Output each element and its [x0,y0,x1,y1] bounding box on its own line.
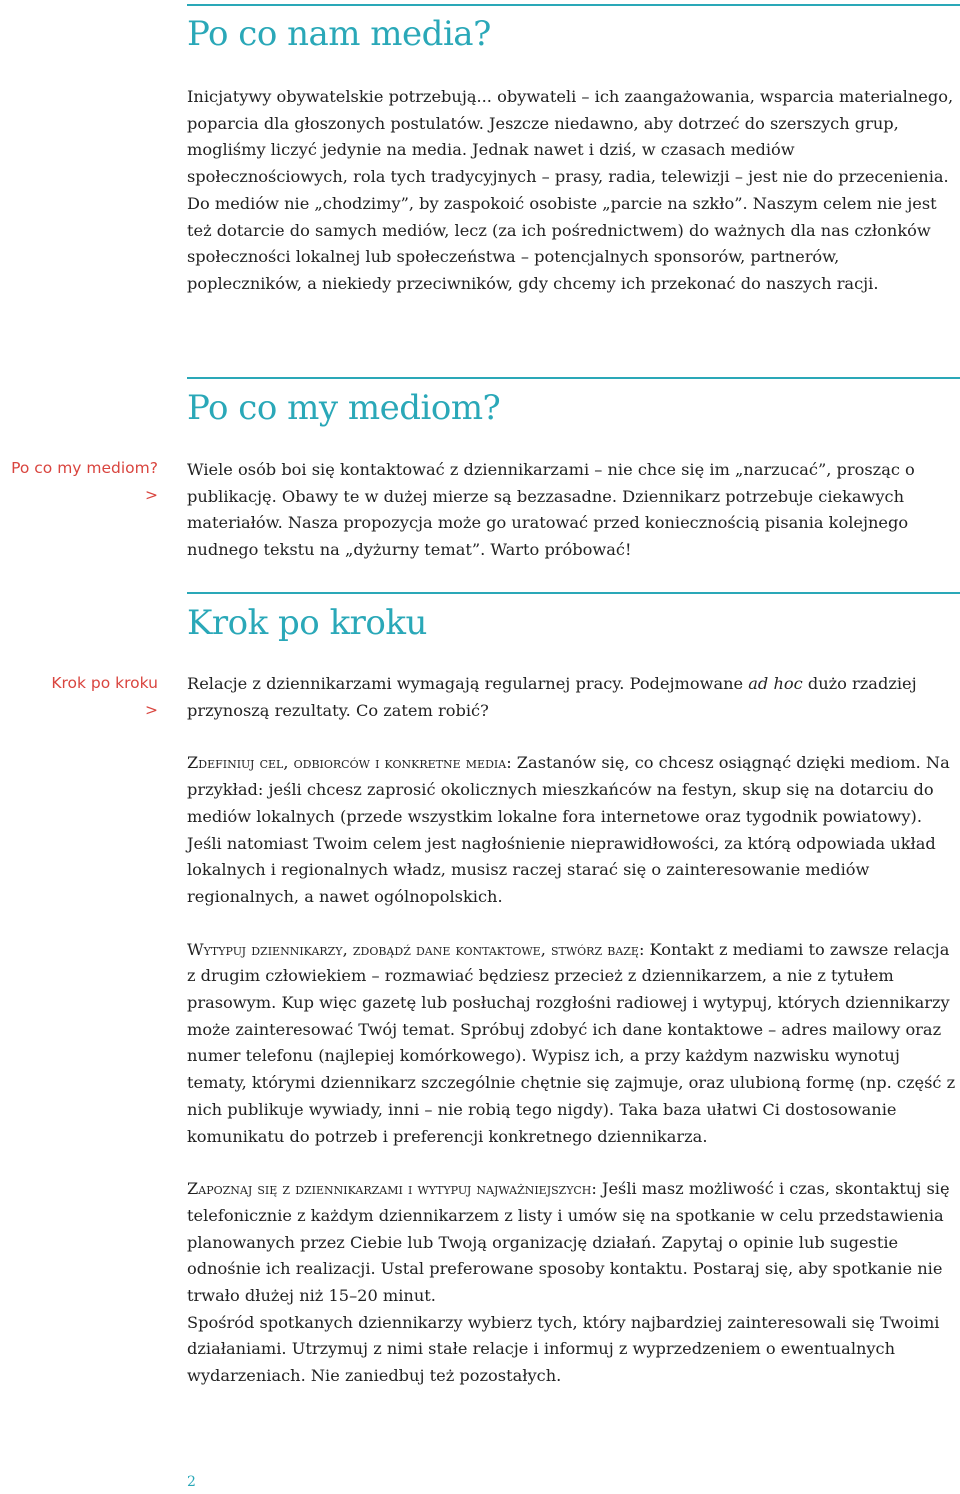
step-body: : Kontakt z mediami to zawsze relacja z drugim człowiekiem – rozmawiać będziesz przecież z dziennikarzem, a nie z tytułem prasowym. Kup więc gazetę lub posłuchaj rozgłośni radiowej i wytypuj, których dziennikarzy może zainteresować Twój temat. Spróbuj zdobyć ich dane kontaktowe – adres mailowy oraz numer telefonu (najlepiej komórkowego). Wypisz ich, a przy każdym nazwisku wynotuj tematy, którymi dziennikarz szczególnie chętnie się zajmuje, oraz ulubioną formę (np. część z nich publikuje wywiady, inni – nie robią tego nigdy). Taka baza ułatwi Ci dostosowanie komunikatu do potrzeb i preferencji konkretnego dziennikarza. [187,939,956,1146]
section-rule [187,592,960,594]
paragraph: Do mediów nie „chodzimy”, by zaspokoić osobiste „parcie na szkło”. Naszym celem nie jest też dotarcie do samych mediów, lecz (za ich pośrednictwem) do ważnych dla nas członków społeczności lokalnej lub społeczeństwa – potencjalnych sponsorów, partnerów, popleczników, a niekiedy przeciwników, gdy chcemy ich przekonać do naszych racji. [187,193,937,293]
intro-paragraph [187,671,959,724]
intro-italic-text: ad hoc [748,674,803,693]
step-paragraph-wytypuj [187,937,959,1151]
step-body: : Zastanów się, co chcesz osiągnąć dzięki mediom. Na przykład: jeśli chcesz zaprosić okolicznych mieszkańców na festyn, skup się na dotarciu do mediów lokalnych (przede wszystkim lokalne fora internetowe oraz tygodnik powiatowy). Jeśli natomiast Twoim celem jest nagłośnienie nieprawidłowości, za którą odpowiada układ lokalnych i regionalnych władz, musisz raczej starać się o zainteresowanie mediów regionalnych, a nawet ogólnopolskich. [187,753,950,906]
intro-text: Relacje z dziennikarzami wymagają regularnej pracy. Podejmowane [187,674,749,693]
side-label-po-co-my-mediom [11,455,158,508]
step-heading: Zapoznaj się z dziennikarzami i wytypuj najważniejszych [187,1179,592,1199]
step-heading: Wytypuj dziennikarzy, zdobądź dane kontaktowe, stwórz bazę [187,939,639,959]
section-rule [187,4,960,6]
section-body-krok-po-kroku [187,671,959,1390]
section-title-po-co-nam-media: Po co nam media? [187,14,491,54]
intro-text: dużo rzadziej przynoszą rezultaty. Co zatem robić? [187,674,917,720]
step-heading: Zdefiniuj cel, odbiorców i konkretne media [187,753,507,773]
step-paragraph-zdefiniuj [187,750,959,910]
step-body: : Jeśli masz możliwość i czas, skontaktuj się telefonicznie z każdym dziennikarzem z listy i umów się na spotkanie w celu przedstawienia planowanych przez Ciebie lub Twoją organizację działań. Zapytaj o opinie lub sugestie odnośnie ich realizacji. Ustal preferowane sposoby kontaktu. Postaraj się, aby spotkanie nie trwało dłużej niż 15–20 minut. [187,1179,950,1306]
page-number: 2 [187,1474,196,1490]
side-label-krok-po-kroku [51,670,158,723]
paragraph: Wiele osób boi się kontaktować z dziennikarzami – nie chce się im „narzucać”, prosząc o publikację. Obawy te w dużej mierze są bezzasadne. Dziennikarz potrzebuje ciekawych materiałów. Nasza propozycja może go uratować przed koniecznością pisania kolejnego nudnego tekstu na „dyżurny temat”. Warto próbować! [187,460,915,560]
section-body-po-co-my-mediom [187,457,959,564]
side-label-text: Krok po kroku [51,674,158,692]
side-arrow-icon: > [145,700,158,719]
paragraph: Inicjatywy obywatelskie potrzebują... obywateli – ich zaangażowania, wsparcia materialnego, poparcia dla głoszonych postulatów. Jeszcze niedawno, aby dotrzeć do szerszych grup, mogliśmy liczyć jedynie na media. Jednak nawet i dziś, w czasach mediów społecznościowych, rola tych tradycyjnych – prasy, radia, telewizji – jest nie do przecenienia. [187,87,954,187]
step-extra-paragraph: Spośród spotkanych dziennikarzy wybierz tych, który najbardziej zainteresowali się Twoimi działaniami. Utrzymuj z nimi stałe relacje i informuj z wyprzedzeniem o ewentualnych wydarzeniach. Nie zaniedbuj też pozostałych. [187,1312,940,1386]
section-title-po-co-my-mediom: Po co my mediom? [187,388,501,428]
section-rule [187,377,960,379]
step-paragraph-zapoznaj [187,1176,959,1310]
section-body-po-co-nam-media [187,84,959,298]
section-title-krok-po-kroku: Krok po kroku [187,603,427,643]
side-arrow-icon: > [145,485,158,504]
side-label-text: Po co my mediom? [11,459,158,477]
